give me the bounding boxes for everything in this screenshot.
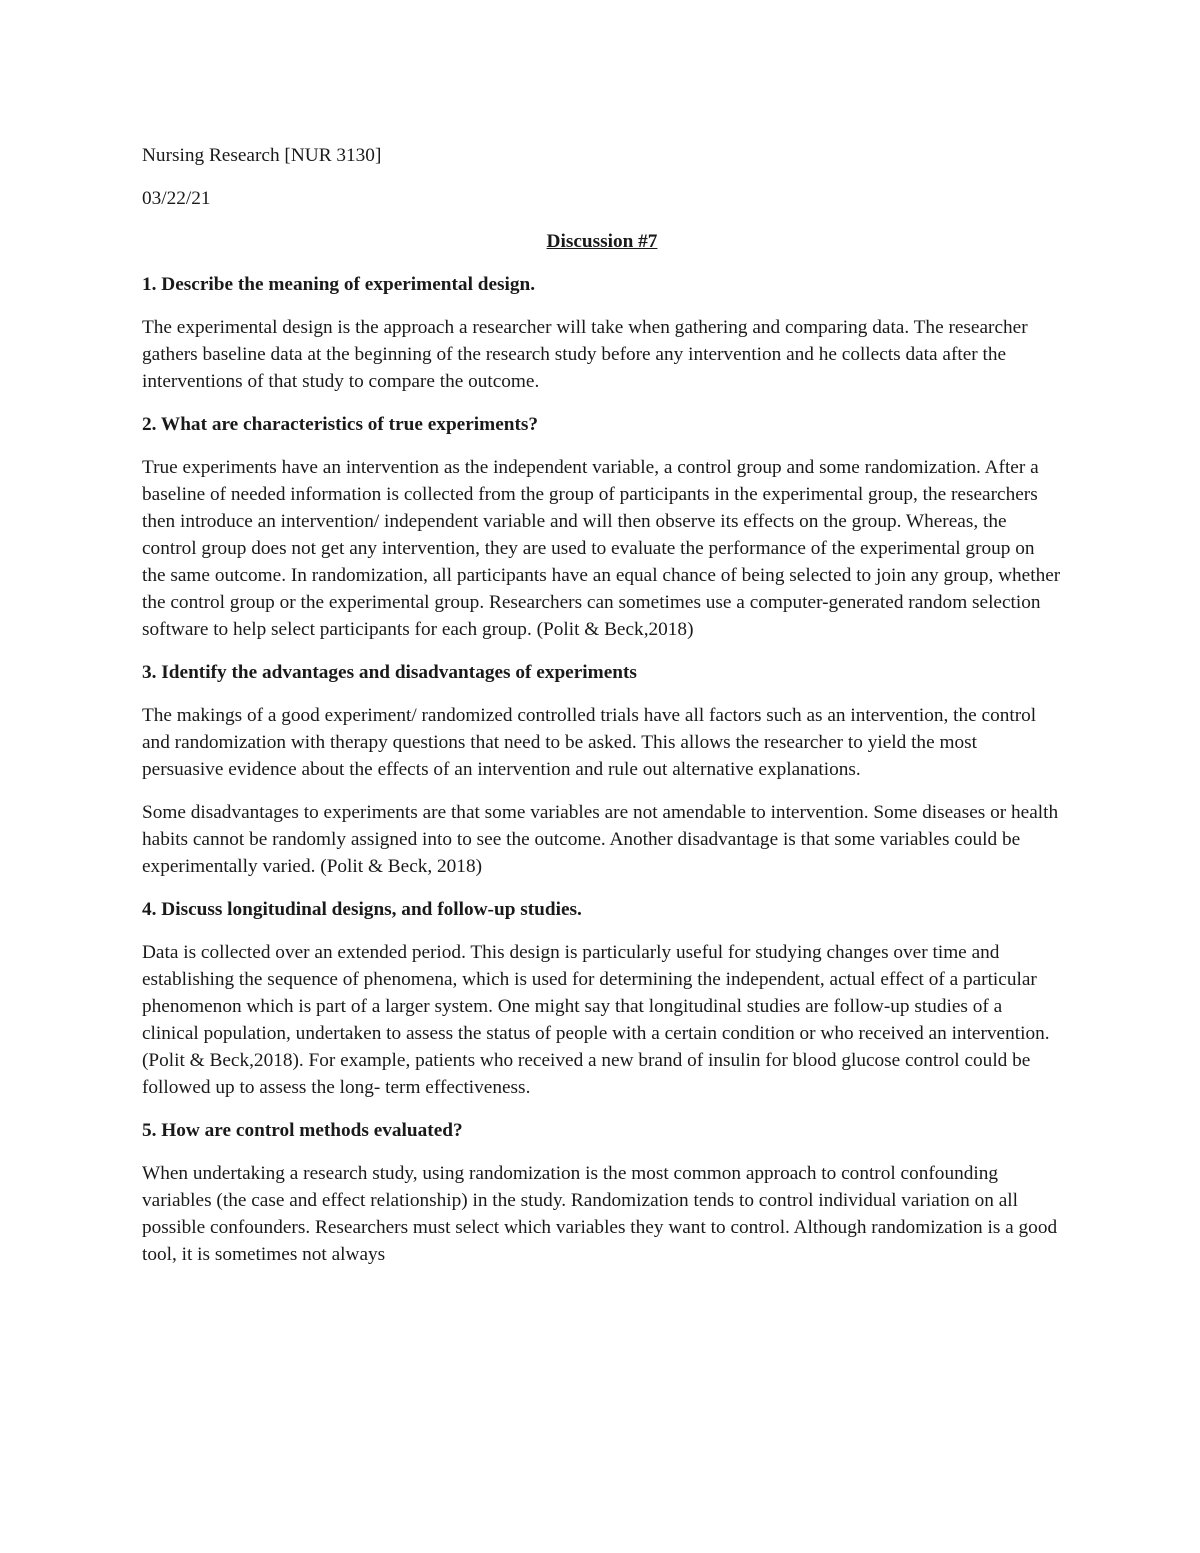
document-title: Discussion #7	[546, 231, 658, 252]
question-5: 5. How are control methods evaluated?	[142, 1120, 463, 1141]
answer-5-paragraph: When undertaking a research study, using randomization is the most common approach to control confounding variables (the case and effect relationship) in the study. Randomization tends to control individual variation on all possible confounders. Researchers must select which variables they want to control. Although randomization is a good tool, it is sometimes not always	[142, 1163, 1058, 1265]
answer-2-paragraph: True experiments have an intervention as the independent variable, a control group and some randomization. After a baseline of needed information is collected from the group of participants in the experimental group, the researchers then introduce an intervention/ independent variable and will then observe its effects on the group. Whereas, the control group does not get any intervention, they are used to evaluate the performance of the experimental group on the same outcome. In randomization, all participants have an equal chance of being selected to join any group, whether the control group or the experimental group. Researchers can sometimes use a computer-generated random selection software to help select participants for each group. (Polit & Beck,2018)	[142, 457, 1061, 640]
question-3: 3. Identify the advantages and disadvantages of experiments	[142, 662, 637, 683]
question-2: 2. What are characteristics of true experiments?	[142, 414, 539, 435]
answer-4-paragraph: Data is collected over an extended period. This design is particularly useful for studying changes over time and establishing the sequence of phenomena, which is used for determining the independent, actual effect of a particular phenomenon which is part of a larger system. One might say that longitudinal studies are follow-up studies of a clinical population, undertaken to assess the status of people with a certain condition or who received an intervention. (Polit & Beck,2018). For example, patients who received a new brand of insulin for blood glucose control could be followed up to assess the long- term effectiveness.	[142, 942, 1050, 1098]
course-name: Nursing Research [NUR 3130]	[142, 145, 382, 166]
question-4: 4. Discuss longitudinal designs, and follow-up studies.	[142, 899, 582, 920]
question-1: 1. Describe the meaning of experimental design.	[142, 274, 536, 295]
answer-3-paragraph-2: Some disadvantages to experiments are that some variables are not amendable to intervention. Some diseases or health habits cannot be randomly assigned into to see the outcome. Another disadvantage is that some variables could be experimentally varied. (Polit & Beck, 2018)	[142, 802, 1059, 877]
answer-1-paragraph: The experimental design is the approach a researcher will take when gathering and comparing data. The researcher gathers baseline data at the beginning of the research study before any intervention and he collects data after the interventions of that study to compare the outcome.	[142, 317, 1028, 392]
answer-3-paragraph-1: The makings of a good experiment/ randomized controlled trials have all factors such as an intervention, the control and randomization with therapy questions that need to be asked. This allows the researcher to yield the most persuasive evidence about the effects of an intervention and rule out alternative explanations.	[142, 705, 1037, 780]
document-page	[142, 142, 1062, 1284]
document-date: 03/22/21	[142, 188, 211, 209]
